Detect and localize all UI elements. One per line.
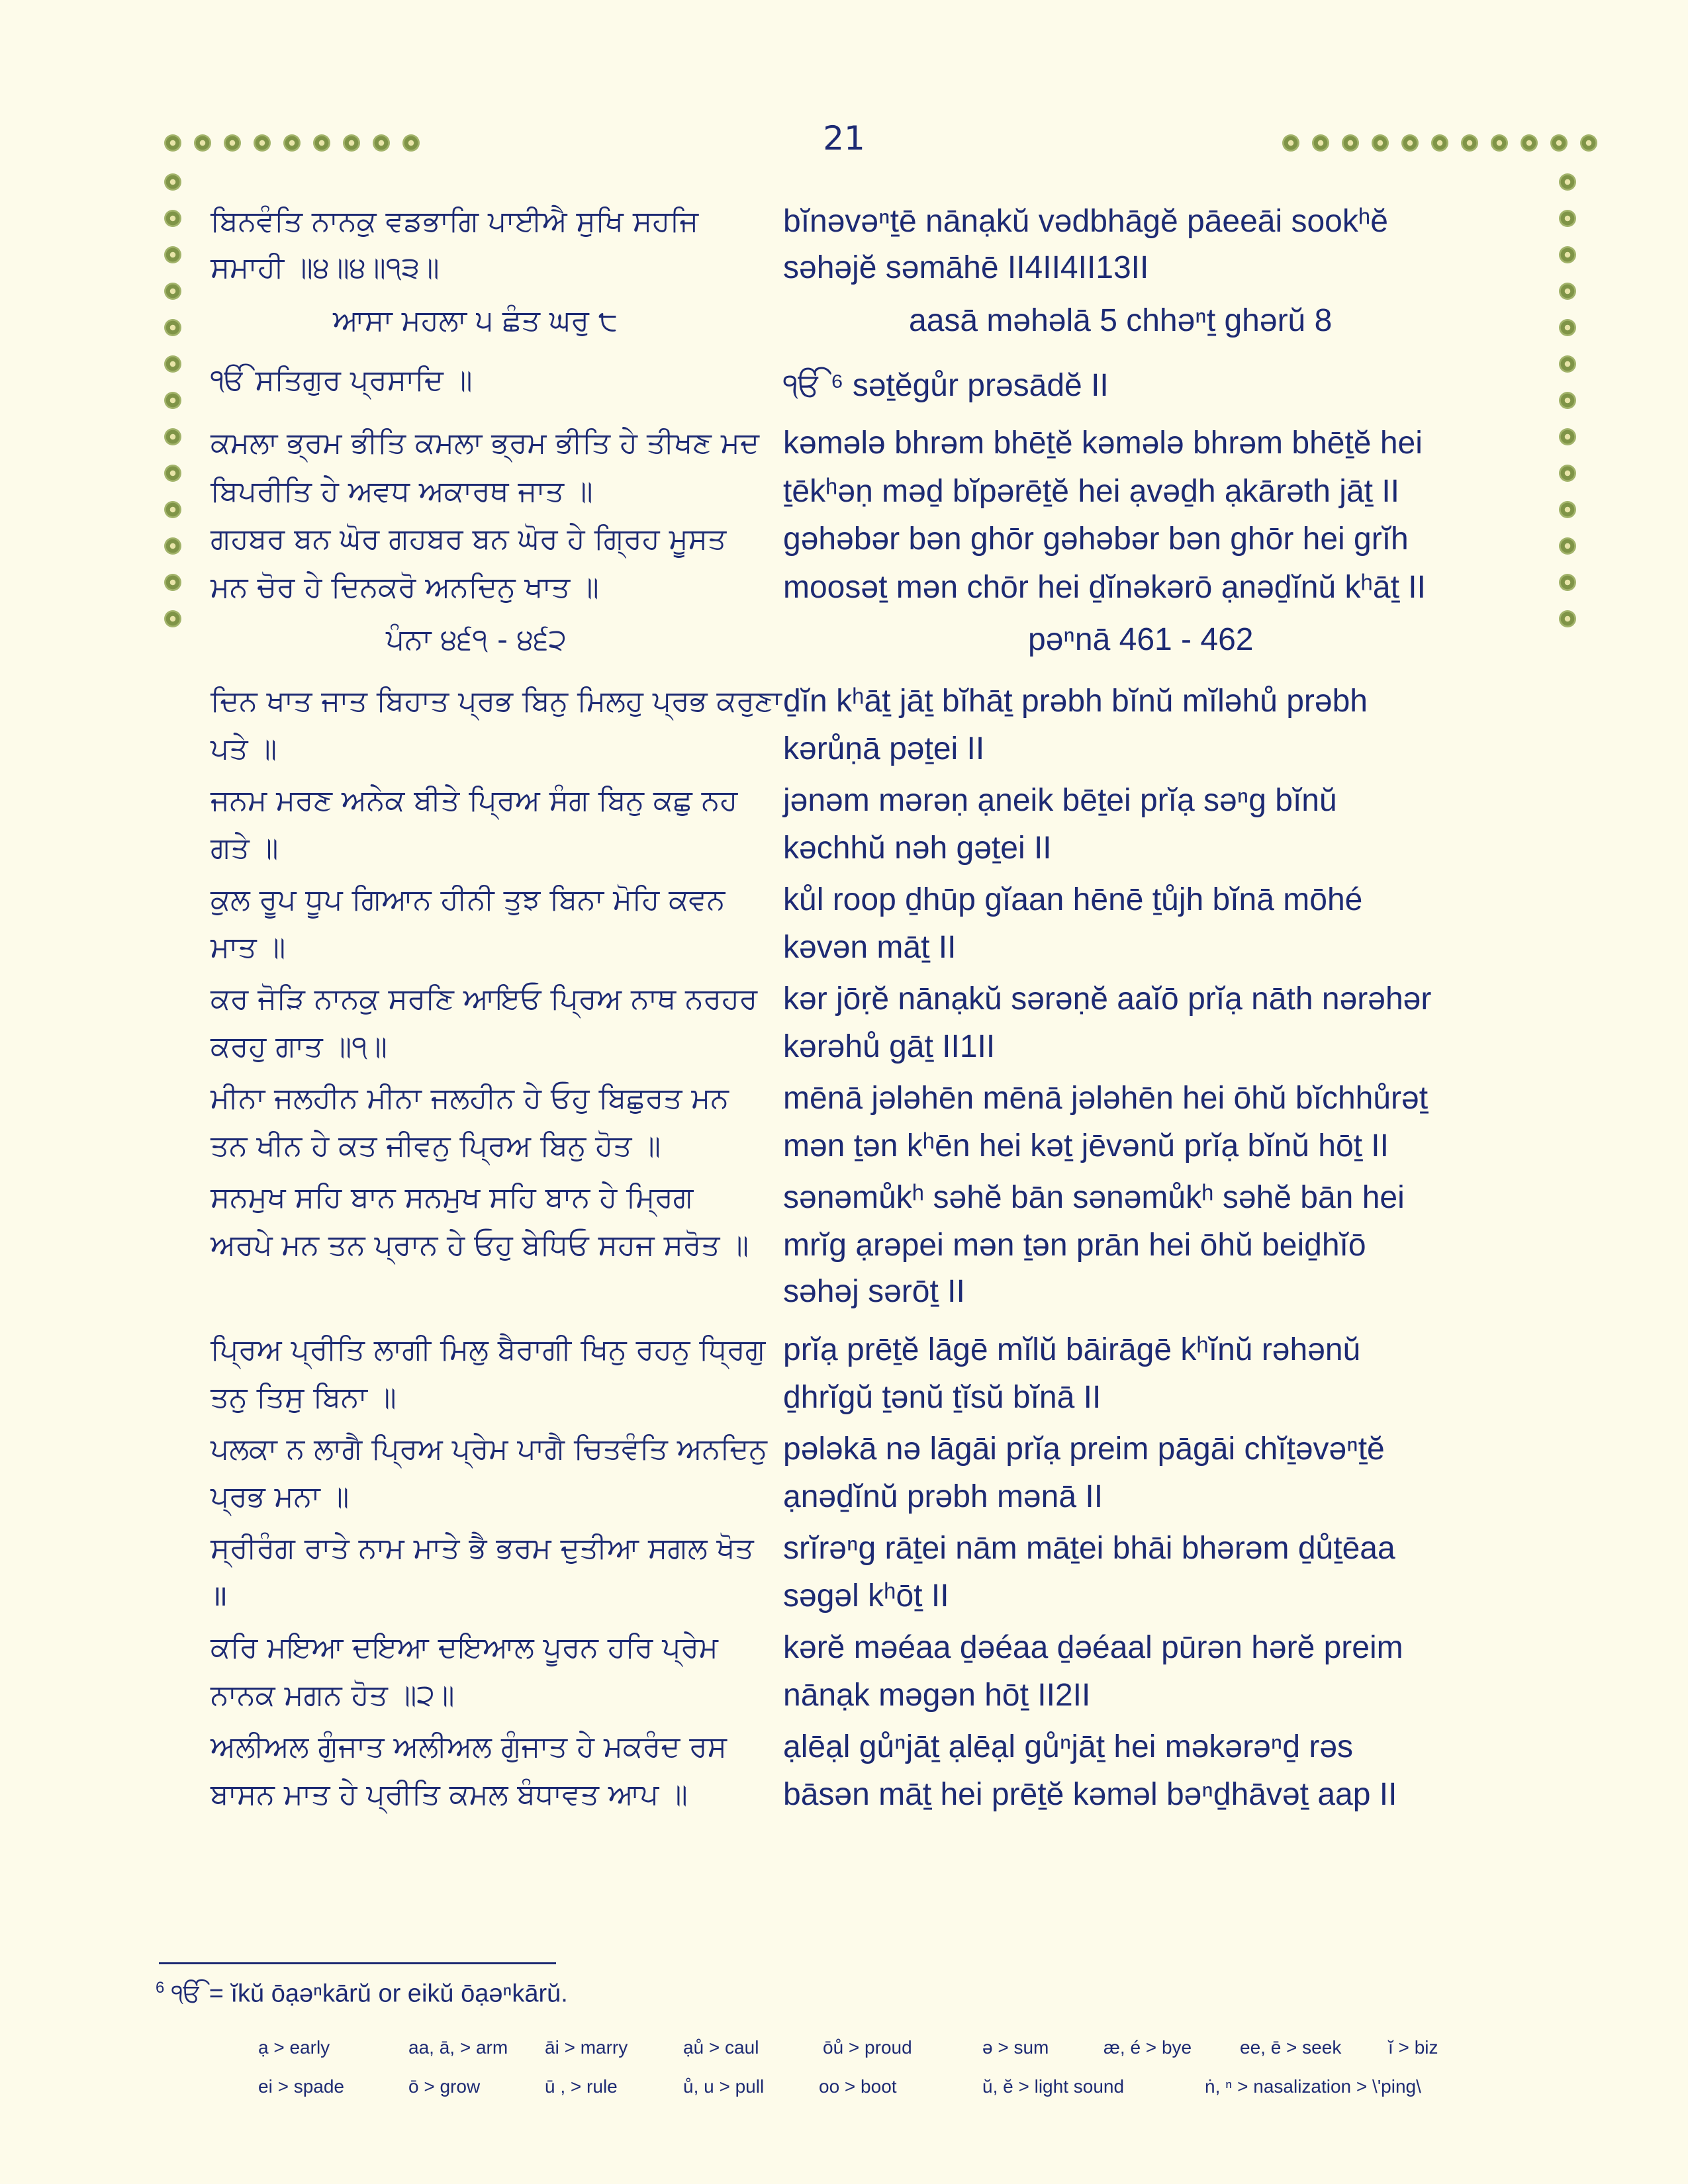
flower-icon	[164, 173, 181, 191]
flower-icon	[224, 134, 241, 152]
flower-border-left	[164, 173, 181, 627]
gurmukhi-line: ਦਿਨ ਖਾਤ ਜਾਤ ਬਿਹਾਤ ਪ੍ਰਭ ਬਿਨੁ ਮਿਲਹੁ ਪ੍ਰਭ ਕਰੁਣਾ	[211, 684, 782, 718]
flower-icon	[164, 246, 181, 263]
legend-item: oo > boot	[819, 2076, 897, 2097]
footnote-text: ੴ = ĭkŭ ōạəⁿkārŭ or eikŭ ōạəⁿkārŭ.	[171, 1979, 568, 2008]
flower-icon	[164, 283, 181, 300]
flower-icon	[1559, 210, 1576, 227]
translit-line: kərĕ məéaa ḏəéaa ḏəéaal pūrən hərĕ preim	[783, 1630, 1403, 1665]
translit-line: jənəm mərəṇ ạneik bēṯei prĭạ səⁿg bĭnŭ	[783, 783, 1337, 818]
footnote-divider	[159, 1962, 556, 1964]
translit-line: bĭnəvəⁿṯē nānạkŭ vədbhāgĕ pāeeāi sookʰĕ	[783, 204, 1388, 239]
translit-line: ạlēạl gůⁿjāṯ ạlēạl gůⁿjāṯ hei məkərəⁿḏ rəs	[783, 1729, 1354, 1764]
translit-line: pələkā nə lāgāi prĭạ preim pāgāi chĭṯəvəⁿṯĕ	[783, 1432, 1385, 1467]
gurmukhi-line: ॥	[211, 1579, 228, 1613]
translit-line: bāsən māṯ hei prēṯĕ kəməl bəⁿḏhāvəṯ aap II	[783, 1777, 1397, 1812]
legend-item: ū , > rule	[545, 2076, 618, 2097]
gurmukhi-line: ਤਨ ਖੀਨ ਹੇ ਕਤ ਜੀਵਨੁ ਪ੍ਰਿਅ ਬਿਨੁ ਹੋਤ ॥	[211, 1129, 661, 1163]
translit-line: mrĭg ạrəpei mən ṯən prān hei ōhŭ beiḏhĭō	[783, 1228, 1366, 1263]
flower-icon	[164, 134, 181, 152]
gurmukhi-line: ਪਲਕਾ ਨ ਲਾਗੈ ਪ੍ਰਿਅ ਪ੍ਰੇਮ ਪਾਗੈ ਚਿਤਵੰਤਿ ਅਨਦਿਨੁ	[211, 1432, 767, 1466]
gurmukhi-line: ਕਮਲਾ ਭ੍ਰਮ ਭੀਤਿ ਕਮਲਾ ਭ੍ਰਮ ਭੀਤਿ ਹੇ ਤੀਖਣ ਮਦ	[211, 426, 760, 460]
legend-item: ạ > early	[258, 2037, 330, 2058]
flower-icon	[164, 574, 181, 591]
flower-icon	[1580, 134, 1597, 152]
legend-item: ŭ, ĕ > light sound	[982, 2076, 1125, 2097]
gurmukhi-line: ਕਰਹੁ ਗਾਤ ॥੧॥	[211, 1030, 387, 1064]
flower-icon	[402, 134, 420, 152]
flower-icon	[1559, 428, 1576, 445]
flower-icon	[164, 319, 181, 336]
flower-icon	[1342, 134, 1359, 152]
translit-line: səhəjĕ səmāhē II4II4II13II	[783, 250, 1149, 285]
gurmukhi-line: ਕੁਲ ਰੂਪ ਧੂਪ ਗਿਆਨ ਹੀਨੀ ਤੁਝ ਬਿਨਾ ਮੋਹਿ ਕਵਨ	[211, 883, 726, 917]
gurmukhi-line: ਬਿਪਰੀਤਿ ਹੇ ਅਵਧ ਅਕਾਰਥ ਜਾਤ ॥	[211, 475, 593, 508]
translit-line: səhəj sərōṯ II	[783, 1274, 965, 1309]
translit-line: gəhəbər bən ghōr gəhəbər bən ghōr hei grĭh	[783, 522, 1409, 557]
flower-icon	[1491, 134, 1508, 152]
translit-line: srĭrəⁿg rāṯei nām māṯei bhāi bhərəm ḏůṯēaa	[783, 1531, 1395, 1566]
legend-item: ō > grow	[408, 2076, 481, 2097]
legend-item: ə > sum	[982, 2037, 1049, 2058]
flower-icon	[1559, 173, 1576, 191]
flower-icon	[313, 134, 330, 152]
flower-icon	[1559, 355, 1576, 373]
gurmukhi-line: ਮਨ ਚੋਰ ਹੇ ਦਿਨਕਰੋ ਅਨਦਿਨੁ ਖਾਤ ॥	[211, 570, 599, 604]
gurmukhi-line: ਜਨਮ ਮਰਣ ਅਨੇਕ ਬੀਤੇ ਪ੍ਰਿਅ ਸੰਗ ਬਿਨੁ ਕਛੁ ਨਹ	[211, 784, 738, 817]
gurmukhi-line: ਗਹਬਰ ਬਨ ਘੋਰ ਗਹਬਰ ਬਨ ਘੋਰ ਹੇ ਗ੍ਰਿਹ ਮੂਸਤ	[211, 522, 727, 556]
flower-icon	[343, 134, 360, 152]
gurmukhi-line: ਕਰ ਜੋੜਿ ਨਾਨਕੁ ਸਰਣਿ ਆਇਓ ਪ੍ਰਿਅ ਨਾਥ ਨਰਹਰ	[211, 982, 758, 1016]
flower-icon	[1312, 134, 1329, 152]
flower-icon	[1431, 134, 1448, 152]
translit-line: nānạk məgən hōṯ II2II	[783, 1678, 1091, 1713]
translit-line: ṯēkʰəṇ məḏ bĭpərēṯĕ hei ạvəḏh ạkārəth jāṯ II	[783, 474, 1399, 509]
translit-line: kəvən māṯ II	[783, 930, 957, 965]
footnote-marker: 6	[156, 1979, 165, 1997]
flower-icon	[164, 392, 181, 409]
translit-line: səgəl kʰōṯ II	[783, 1578, 949, 1614]
legend-item: aa, ā, > arm	[408, 2037, 508, 2058]
flower-icon	[1559, 319, 1576, 336]
translit-line: ੴ ⁶ səṯĕgůr prəsādĕ II	[783, 368, 1109, 403]
flower-icon	[1559, 465, 1576, 482]
gurmukhi-line: ਕਰਿ ਮਇਆ ਦਇਆ ਦਇਆਲ ਪੂਰਨ ਹਰਿ ਪ੍ਰੇਮ	[211, 1631, 718, 1664]
flower-icon	[1372, 134, 1389, 152]
gurmukhi-line: ਸ੍ਰੀਰੰਗ ਰਾਤੇ ਨਾਮ ਮਾਤੇ ਭੈ ਭਰਮ ਦੁਤੀਆ ਸਗਲ ਖੋਤ	[211, 1531, 754, 1565]
pronunciation-legend-row-2	[0, 2076, 1688, 2103]
flower-icon	[164, 501, 181, 518]
translit-line: prĭạ prēṯĕ lāgē mĭlŭ bāirāgē kʰĭnŭ rəhənŭ	[783, 1332, 1361, 1367]
translit-line: moosəṯ mən chōr hei ḏĭnəkərō ạnəḏĭnŭ kʰāṯ II	[783, 570, 1426, 605]
translit-line: kərůṇā pəṯei II	[783, 731, 985, 766]
translit-page-ref: pəⁿnā 461 - 462	[1028, 622, 1254, 657]
translit-line: kəchhŭ nəh gəṯei II	[783, 831, 1052, 866]
legend-item: ạů > caul	[683, 2037, 759, 2058]
translit-line: kərəhů gāṯ II1II	[783, 1029, 996, 1064]
gurmukhi-line: ਮਾਤ ॥	[211, 931, 286, 964]
flower-icon	[1559, 283, 1576, 300]
gurmukhi-line: ਅਲੀਅਲ ਗੁੰਜਾਤ ਅਲੀਅਲ ਗੁੰਜਾਤ ਹੇ ਮਕਰੰਦ ਰਸ	[211, 1730, 727, 1764]
legend-item: ĭ > biz	[1388, 2037, 1438, 2058]
flower-icon	[1401, 134, 1419, 152]
translit-line: ḏĭn kʰāṯ jāṯ bĭhāṯ prəbh bĭnŭ mĭləhů prəbh	[783, 684, 1368, 719]
translit-line: mēnā jələhēn mēnā jələhēn hei ōhŭ bĭchhůrəṯ	[783, 1081, 1429, 1116]
flower-icon	[164, 610, 181, 627]
flower-icon	[1559, 574, 1576, 591]
legend-item: ei > spade	[258, 2076, 344, 2097]
translit-line: mən ṯən kʰēn hei kəṯ jēvənŭ prĭạ bĭnŭ hōṯ II	[783, 1128, 1389, 1163]
legend-item: ṅ, ⁿ > nasalization > \'ping\	[1205, 2076, 1421, 2097]
translit-line: ạnəḏĭnŭ prəbh mənā II	[783, 1479, 1103, 1514]
gurmukhi-line: ੴ ਸਤਿਗੁਰ ਪ੍ਰਸਾਦਿ ॥	[211, 363, 473, 397]
translit-heading: aasā məhəlā 5 chhəⁿṯ ghərŭ 8	[909, 303, 1333, 338]
gurmukhi-line: ਅਰਪੇ ਮਨ ਤਨ ਪ੍ਰਾਨ ਹੇ ਓਹੁ ਬੇਧਿਓ ਸਹਜ ਸਰੋਤ ॥	[211, 1228, 749, 1262]
flower-icon	[164, 465, 181, 482]
flower-icon	[164, 355, 181, 373]
flower-icon	[1559, 537, 1576, 555]
flower-icon	[164, 210, 181, 227]
translit-line: kəmələ bhrəm bhēṯĕ kəmələ bhrəm bhēṯĕ hei	[783, 426, 1423, 461]
flower-icon	[1559, 501, 1576, 518]
legend-item: ee, ē > seek	[1240, 2037, 1342, 2058]
flower-icon	[164, 428, 181, 445]
gurmukhi-page-ref: ਪੰਨਾ ੪੬੧ - ੪੬੨	[386, 623, 567, 657]
flower-icon	[194, 134, 211, 152]
gurmukhi-line: ਬਾਸਨ ਮਾਤ ਹੇ ਪ੍ਰੀਤਿ ਕਮਲ ਬੰਧਾਵਤ ਆਪ ॥	[211, 1778, 688, 1811]
pronunciation-legend-row-1	[0, 2037, 1688, 2064]
gurmukhi-heading: ਆਸਾ ਮਹਲਾ ੫ ਛੰਤ ਘਰੁ ੮	[333, 304, 618, 338]
translit-line: sənəmůkʰ səhĕ bān sənəmůkʰ səhĕ bān hei	[783, 1180, 1405, 1215]
gurmukhi-line: ਸਨਮੁਖ ਸਹਿ ਬਾਨ ਸਨਮੁਖ ਸਹਿ ਬਾਨ ਹੇ ਮ੍ਰਿਗ	[211, 1181, 694, 1214]
flower-icon	[1559, 246, 1576, 263]
gurmukhi-line: ਬਿਨਵੰਤਿ ਨਾਨਕੁ ਵਡਭਾਗਿ ਪਾਈਐ ਸੁਖਿ ਸਹਜਿ	[211, 205, 699, 238]
gurmukhi-line: ਨਾਨਕ ਮਗਨ ਹੋਤ ॥੨॥	[211, 1678, 455, 1712]
gurmukhi-line: ਮੀਨਾ ਜਲਹੀਨ ਮੀਨਾ ਜਲਹੀਨ ਹੇ ਓਹੁ ਬਿਛੁਰਤ ਮਨ	[211, 1081, 729, 1115]
flower-icon	[1559, 610, 1576, 627]
flower-icon	[283, 134, 301, 152]
legend-item: ů, u > pull	[683, 2076, 765, 2097]
gurmukhi-line: ਪ੍ਰਭ ਮਨਾ ॥	[211, 1480, 350, 1514]
flower-icon	[1282, 134, 1299, 152]
legend-item: æ, é > bye	[1103, 2037, 1192, 2058]
legend-item: āi > marry	[545, 2037, 628, 2058]
translit-line: kůl roop ḏhūp gĭaan hēnē ṯůjh bĭnā mōhé	[783, 882, 1363, 917]
flower-border-right	[1559, 173, 1576, 627]
gurmukhi-line: ਗਤੇ ॥	[211, 831, 279, 865]
flower-icon	[1461, 134, 1478, 152]
flower-icon	[1521, 134, 1538, 152]
legend-item: ōů > proud	[823, 2037, 912, 2058]
flower-icon	[1559, 392, 1576, 409]
gurmukhi-line: ਸਮਾਹੀ ॥੪॥੪॥੧੩॥	[211, 251, 440, 285]
footnote	[156, 1979, 568, 2009]
flower-border-top-right	[1282, 134, 1597, 152]
translit-line: kər jōṛĕ nānạkŭ sərəṇĕ aaĭō prĭạ nāth nərəhər	[783, 981, 1432, 1017]
translit-line: ḏhrĭgŭ ṯənŭ ṯĭsŭ bĭnā II	[783, 1380, 1102, 1415]
gurmukhi-line: ਪਤੇ ॥	[211, 732, 277, 766]
flower-icon	[254, 134, 271, 152]
gurmukhi-line: ਤਨੁ ਤਿਸੁ ਬਿਨਾ ॥	[211, 1381, 397, 1414]
flower-icon	[1550, 134, 1568, 152]
flower-icon	[164, 537, 181, 555]
gurmukhi-line: ਪ੍ਰਿਅ ਪ੍ਰੀਤਿ ਲਾਗੀ ਮਿਲੁ ਬੈਰਾਗੀ ਖਿਨੁ ਰਹਨੁ ਧ੍ਰਿਗੁ	[211, 1333, 766, 1367]
flower-border-top-left	[164, 134, 420, 152]
flower-icon	[373, 134, 390, 152]
page-number: 21	[823, 119, 865, 158]
